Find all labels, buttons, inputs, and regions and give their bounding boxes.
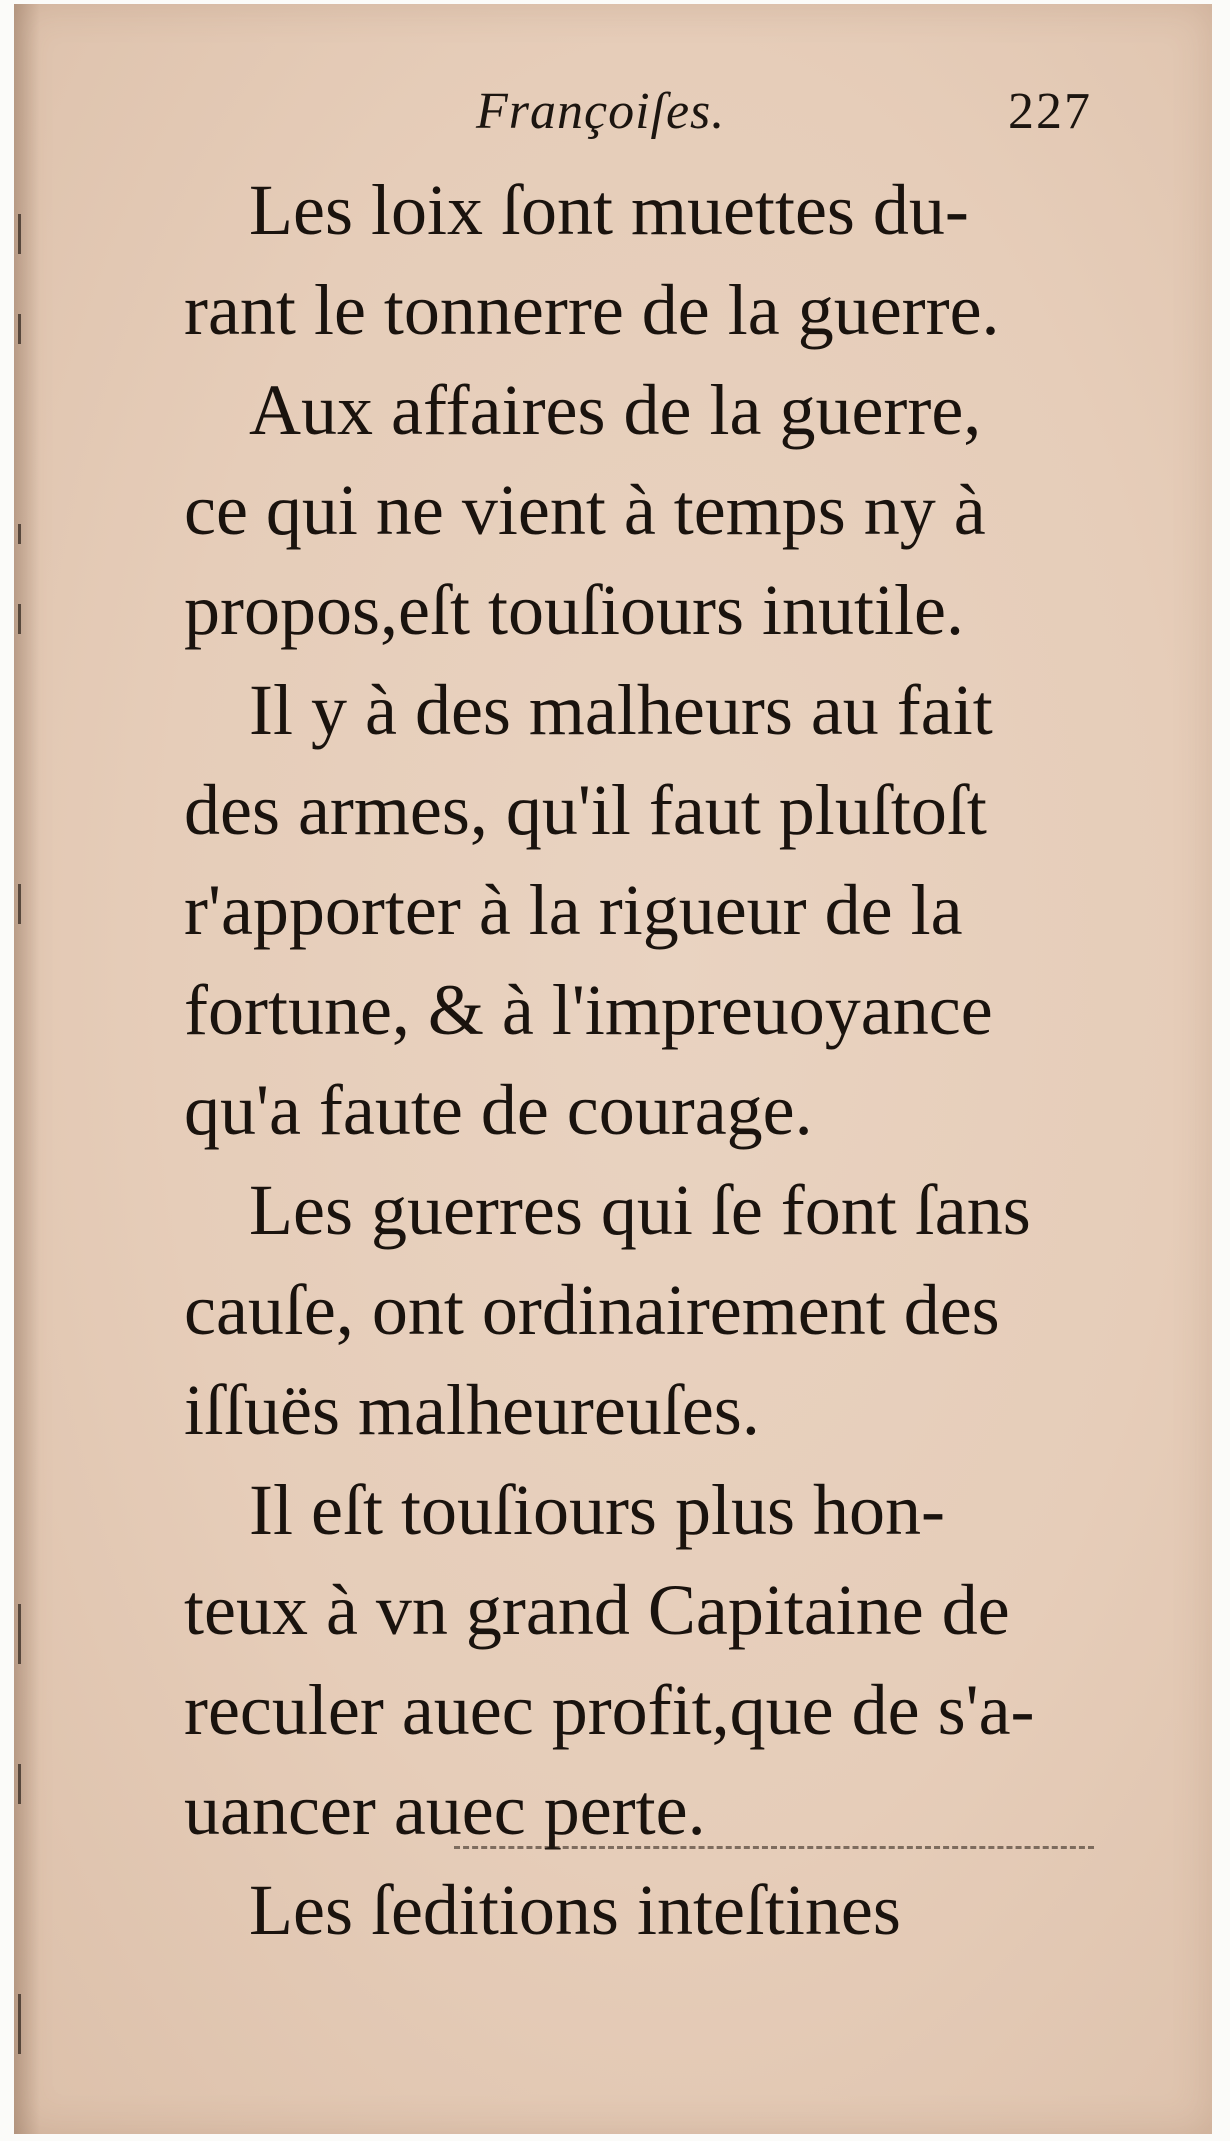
- gutter-mark: [18, 214, 21, 254]
- text-line: Il eſt touſiours plus hon-: [249, 1470, 945, 1550]
- text-line: fortune, & à l'impreuoyance: [184, 970, 993, 1050]
- text-line: des armes, qu'il faut pluſtoſt: [184, 770, 987, 850]
- page-number: 227: [1008, 83, 1092, 140]
- running-title: Françoiſes.: [476, 83, 726, 140]
- text-line: Les guerres qui ſe font ſans: [249, 1170, 1031, 1250]
- text-line: Les loix ſont muettes du-: [249, 170, 969, 250]
- gutter-mark: [18, 1604, 21, 1664]
- text-line: Aux affaires de la guerre,: [249, 370, 982, 450]
- body-text: [184, 160, 1104, 1960]
- text-line: teux à vn grand Capitaine de: [184, 1570, 1010, 1650]
- gutter-mark: [18, 1994, 21, 2054]
- gutter-mark: [18, 314, 21, 344]
- gutter-mark: [18, 604, 21, 634]
- gutter-mark: [18, 524, 21, 544]
- text-line: rant le tonnerre de la guerre.: [184, 270, 1000, 350]
- text-line: cauſe, ont ordinairement des: [184, 1270, 1000, 1350]
- text-line: Les ſeditions inteſtines: [249, 1870, 901, 1950]
- text-line: uancer auec perte.: [184, 1770, 706, 1850]
- gutter-mark: [18, 884, 21, 924]
- gutter-mark: [18, 1764, 21, 1804]
- text-line: iſſuës malheureuſes.: [184, 1370, 760, 1450]
- text-line: reculer auec profit,que de s'a-: [184, 1670, 1035, 1750]
- book-page: [14, 4, 1212, 2134]
- text-line: ce qui ne vient à temps ny à: [184, 470, 986, 550]
- running-header: [184, 82, 1092, 152]
- text-line: r'apporter à la rigueur de la: [184, 870, 963, 950]
- text-line: propos,eſt touſiours inutile.: [184, 570, 964, 650]
- bottom-rule: [454, 1846, 1094, 1849]
- text-line: Il y à des malheurs au fait: [249, 670, 993, 750]
- text-line: qu'a faute de courage.: [184, 1070, 813, 1150]
